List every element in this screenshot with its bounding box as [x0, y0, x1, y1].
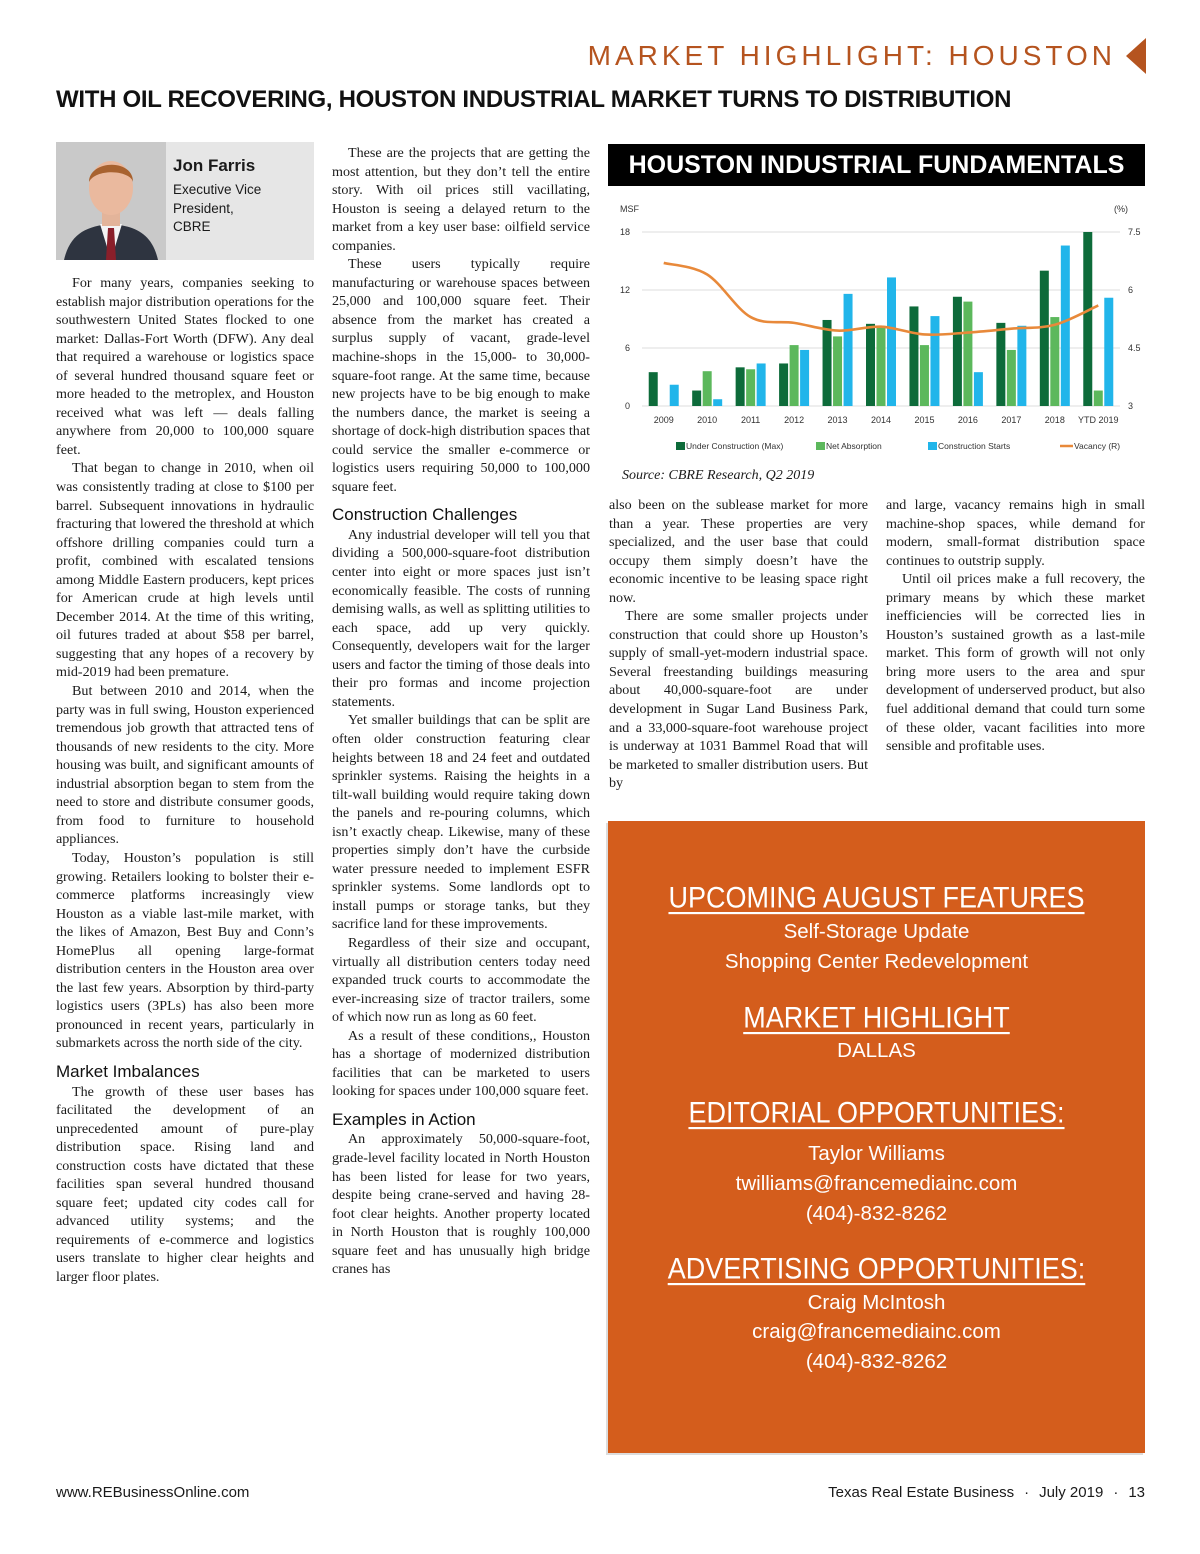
bar-construction-starts: [844, 294, 853, 406]
y2-tick-label: 6: [1128, 285, 1134, 295]
y-axis-label: MSF: [620, 204, 639, 214]
promo-contact-email[interactable]: craig@francemediainc.com: [752, 1320, 1001, 1343]
section-title: MARKET HIGHLIGHT: HOUSTON: [587, 40, 1116, 71]
footer-separator: ·: [1024, 1484, 1030, 1501]
x-tick-label: 2017: [1001, 415, 1022, 425]
paragraph: Regardless of their size and occupant, virtually all distribution centers today need expanded truck courts to accommodate the ever-increasing size of tractor trailers, some of which now run as long as 60 feet.: [332, 934, 590, 1026]
bar-under-construction-max: [996, 323, 1005, 406]
bar-construction-starts: [1061, 246, 1070, 406]
y2-tick-label: 7.5: [1128, 227, 1141, 237]
promo-contact-name: Taylor Williams: [808, 1142, 945, 1165]
x-tick-label: 2012: [784, 415, 805, 425]
author-name: Jon Farris: [173, 156, 256, 175]
bar-under-construction-max: [1040, 271, 1049, 406]
x-tick-label: 2011: [740, 415, 761, 425]
legend-swatch: [816, 442, 825, 450]
promo-contact-phone: (404)-832-8262: [805, 1350, 948, 1373]
promo-contact-email[interactable]: twilliams@francemediainc.com: [735, 1172, 1018, 1195]
author-info: [173, 156, 261, 237]
footer-issue: July 2019: [1039, 1484, 1104, 1501]
author-title-line: Executive Vice: [173, 182, 262, 197]
footer-publication: Texas Real Estate Business: [828, 1484, 1015, 1501]
legend-swatch: [928, 442, 937, 450]
footer-separator: ·: [1113, 1484, 1119, 1501]
paragraph: There are some smaller projects under construction that could shore up Houston’s supply of small-yet-modern industrial space. Several freestanding buildings measuring about 40,000-square-foot are under development in Sugar Land Business Park, and a 33,000-square-foot warehouse project is underway at 1031 Bammel Road that will be marketed to smaller distribution users. But by: [609, 608, 868, 792]
x-tick-label: 2015: [914, 415, 935, 425]
paragraph: also been on the sublease market for more than a year. These properties are very specialized, and the user base that could occupy them simply doesn’t have the economic incentive to be leasing space right now.: [609, 497, 868, 606]
promo-box: [608, 821, 1145, 1453]
bar-under-construction-max: [736, 367, 745, 406]
legend-label: Vacancy (R): [1074, 441, 1121, 451]
x-tick-label: 2016: [957, 415, 978, 425]
article-column-1: [56, 274, 314, 1287]
bar-construction-starts: [713, 399, 722, 406]
bar-construction-starts: [930, 316, 939, 406]
promo-contact-name: Craig McIntosh: [807, 1291, 946, 1314]
article-headline: WITH OIL RECOVERING, HOUSTON INDUSTRIAL MARKET TURNS TO DISTRIBUTION: [56, 86, 1012, 113]
author-title-line: President,: [173, 200, 234, 216]
paragraph: An approximately 50,000-square-foot, grade-level facility located in North Houston has been listed for lease for two years, despite being crane-served and having 28-foot clear heights. Another property located in North Houston that is roughly 100,000 square feet and has unusually high bridge cranes has: [332, 1131, 590, 1278]
bar-under-construction-max: [1083, 232, 1092, 406]
footer-website[interactable]: www.REBusinessOnline.com: [56, 1484, 250, 1501]
article-column-2: [332, 144, 590, 1279]
legend-label: Net Absorption: [826, 441, 882, 451]
bar-under-construction-max: [779, 363, 788, 406]
y-tick-label: 0: [624, 401, 630, 411]
x-tick-label: YTD 2019: [1078, 415, 1119, 425]
legend-label: Construction Starts: [938, 441, 1011, 451]
bar-net-absorption: [963, 302, 972, 406]
paragraph: These are the projects that are getting the most attention, but they don’t tell the entire story. With oil prices still vacillating, Houston is seeing a delayed return to the market from a key user base: oilfield service companies.: [332, 145, 590, 254]
x-tick-label: 2013: [827, 415, 848, 425]
legend-label: Under Construction (Max): [686, 441, 784, 451]
y-tick-label: 12: [619, 285, 630, 295]
bar-net-absorption: [1050, 317, 1059, 406]
bar-under-construction-max: [866, 324, 875, 406]
bar-under-construction-max: [953, 297, 962, 406]
bar-net-absorption: [920, 345, 929, 406]
promo-text: DALLAS: [837, 1039, 916, 1062]
bar-net-absorption: [703, 371, 712, 406]
paragraph: Yet smaller buildings that can be split are often older construction featuring clear heights between 18 and 24 feet and outdated sprinkler systems. Raising the heights in a tilt-wall building would require taking down the panels and re-pouring columns, which isn’t exactly cheap. Likewise, many of these properties simply don’t have the curbside water pressure needed to implement ESFR sprinkler systems. Some landlords opt to install pumps or storage tanks, but they sacrifice land for these improvements.: [332, 712, 590, 933]
bar-net-absorption: [746, 369, 755, 406]
paragraph: For many years, companies seeking to establish major distribution operations for the southwestern United States flocked to one market: Dallas-Fort Worth (DFW). Any deal that required a warehouse or logistics space of several hundred thousand square feet or more headed to the metroplex, and Houston received what was left — deals falling anywhere from 20,000 to 100,000 square feet.: [56, 275, 314, 458]
bar-under-construction-max: [909, 306, 918, 406]
bar-construction-starts: [757, 363, 766, 406]
paragraph: These users typically require manufacturing or warehouse spaces between 25,000 and 100,000 square feet. Their absence from the market has created a surplus supply of vacant, grade-level machine-shops in the 15,000- to 30,000-square-foot range. At the same time, because new projects have to be big enough to make the numbers dance, the market is seeing a shortage of dock-high distribution spaces that could service the smaller e-commerce or logistics users requiring 50,000 to 100,000 square feet.: [332, 256, 590, 495]
bar-net-absorption: [790, 345, 799, 406]
bar-net-absorption: [833, 336, 842, 406]
chart-source: Source: CBRE Research, Q2 2019: [622, 468, 815, 483]
bar-under-construction-max: [823, 320, 832, 406]
promo-heading-market-highlight: MARKET HIGHLIGHT: [743, 1001, 1010, 1035]
subheading-examples-in-action: Examples in Action: [332, 1109, 476, 1129]
x-tick-label: 2009: [653, 415, 674, 425]
paragraph: But between 2010 and 2014, when the party was in full swing, Houston experienced tremendous job growth that attracted tens of thousands of new residents to the city. More housing was built, and significant amounts of industrial absorption began to stem from the need to store and distribute consumer goods, from food to furniture to household appliances.: [56, 683, 314, 848]
article-column-3: [609, 496, 868, 793]
industrial-fundamentals-chart: [608, 196, 1145, 462]
paragraph: The growth of these user bases has facilitated the development of an unprecedented amount of pure-play distribution space. Rising land and construction costs have dictated that these facilities span several hundred thousand square feet; updated city codes call for advanced utility systems; and the requirements of e-commerce and logistics users translate to higher clear heights and larger floor plates.: [56, 1083, 314, 1285]
bar-under-construction-max: [692, 391, 701, 406]
bar-net-absorption: [877, 326, 886, 406]
promo-text: Shopping Center Redevelopment: [724, 950, 1029, 973]
legend-swatch: [676, 442, 685, 450]
bar-construction-starts: [800, 350, 809, 406]
footer-publication-info: [828, 1484, 1145, 1501]
x-tick-label: 2014: [870, 415, 892, 425]
paragraph: As a result of these conditions,, Houston has a shortage of modernized distribution facilities that can be marketed to users looking for spaces under 100,000 square feet.: [332, 1027, 590, 1100]
promo-text: Self-Storage Update: [783, 920, 970, 943]
y2-tick-label: 3: [1128, 401, 1134, 411]
paragraph: That began to change in 2010, when oil was consistently trading at close to $100 per barrel. Subsequent innovations in hydraulic fracturing that lowered the threshold at which offshore drilling companies could turn a profit, combined with escalated tensions among Middle Eastern producers, kept prices for American crude at high levels until December 2014. At the time of this writing, oil futures traded at about $58 per barrel, suggesting that any hopes of a recovery by mid-2019 had been premature.: [56, 460, 314, 681]
author-photo: [56, 142, 166, 260]
bar-construction-starts: [1017, 326, 1026, 406]
y-tick-label: 18: [619, 227, 630, 237]
subheading-construction-challenges: Construction Challenges: [332, 505, 518, 525]
footer-page-number: 13: [1128, 1484, 1145, 1501]
bar-net-absorption: [1094, 391, 1103, 406]
bar-construction-starts: [887, 277, 896, 406]
y2-tick-label: 4.5: [1128, 343, 1141, 353]
y2-axis-label: (%): [1114, 204, 1128, 214]
paragraph: and large, vacancy remains high in small machine-shop spaces, while demand for modern, small-format distribution space continues to outstrip supply.: [886, 497, 1145, 569]
promo-heading-advertising: ADVERTISING OPPORTUNITIES:: [667, 1252, 1086, 1286]
x-tick-label: 2010: [697, 415, 718, 425]
vacancy-line: [664, 263, 1099, 335]
section-arrow-icon: [1126, 38, 1146, 74]
y-tick-label: 6: [624, 343, 630, 353]
paragraph: Today, Houston’s population is still growing. Retailers looking to bolster their e-commerce platforms increasingly view Houston as a viable last-mile market, with the likes of Amazon, Best Buy and Conn’s HomePlus all opening large-format distribution centers in the Houston area over the last few years. Absorption by third-party logistics users (3PLs) has also been more pronounced in recent years, particularly in submarkets across the north side of the city.: [56, 849, 314, 1052]
paragraph: Any industrial developer will tell you that dividing a 500,000-square-foot distribution center into eight or more spaces just isn’t economically feasible. The costs of running demising walls, as well as splitting utilities to each space, add up very quickly. Consequently, developers wait for the larger users and factor the timing of those deals into their pro formas and income projection statements.: [332, 526, 590, 710]
author-box: [56, 142, 314, 260]
paragraph: Until oil prices make a full recovery, the primary means by which these market inefficiencies will be corrected lies in Houston’s sustained growth as a last-mile market. This form of growth will not only bring more users to the area and spur development of underserved product, but also fuel additional demand that could turn some of these older, vacant facilities into more sensible and profitable uses.: [886, 571, 1145, 755]
bar-construction-starts: [670, 385, 679, 406]
subheading-market-imbalances: Market Imbalances: [56, 1061, 200, 1081]
promo-contact-phone: (404)-832-8262: [805, 1202, 948, 1225]
chart-header: HOUSTON INDUSTRIAL FUNDAMENTALS: [608, 144, 1145, 186]
bar-construction-starts: [974, 372, 983, 406]
promo-heading-editorial: EDITORIAL OPPORTUNITIES:: [688, 1096, 1065, 1130]
bar-under-construction-max: [649, 372, 658, 406]
article-column-4: [886, 496, 1145, 756]
promo-heading-upcoming-features: UPCOMING AUGUST FEATURES: [668, 881, 1085, 915]
x-tick-label: 2018: [1044, 415, 1065, 425]
author-title-line: CBRE: [173, 219, 211, 234]
bar-construction-starts: [1104, 298, 1113, 406]
bar-net-absorption: [1007, 350, 1016, 406]
